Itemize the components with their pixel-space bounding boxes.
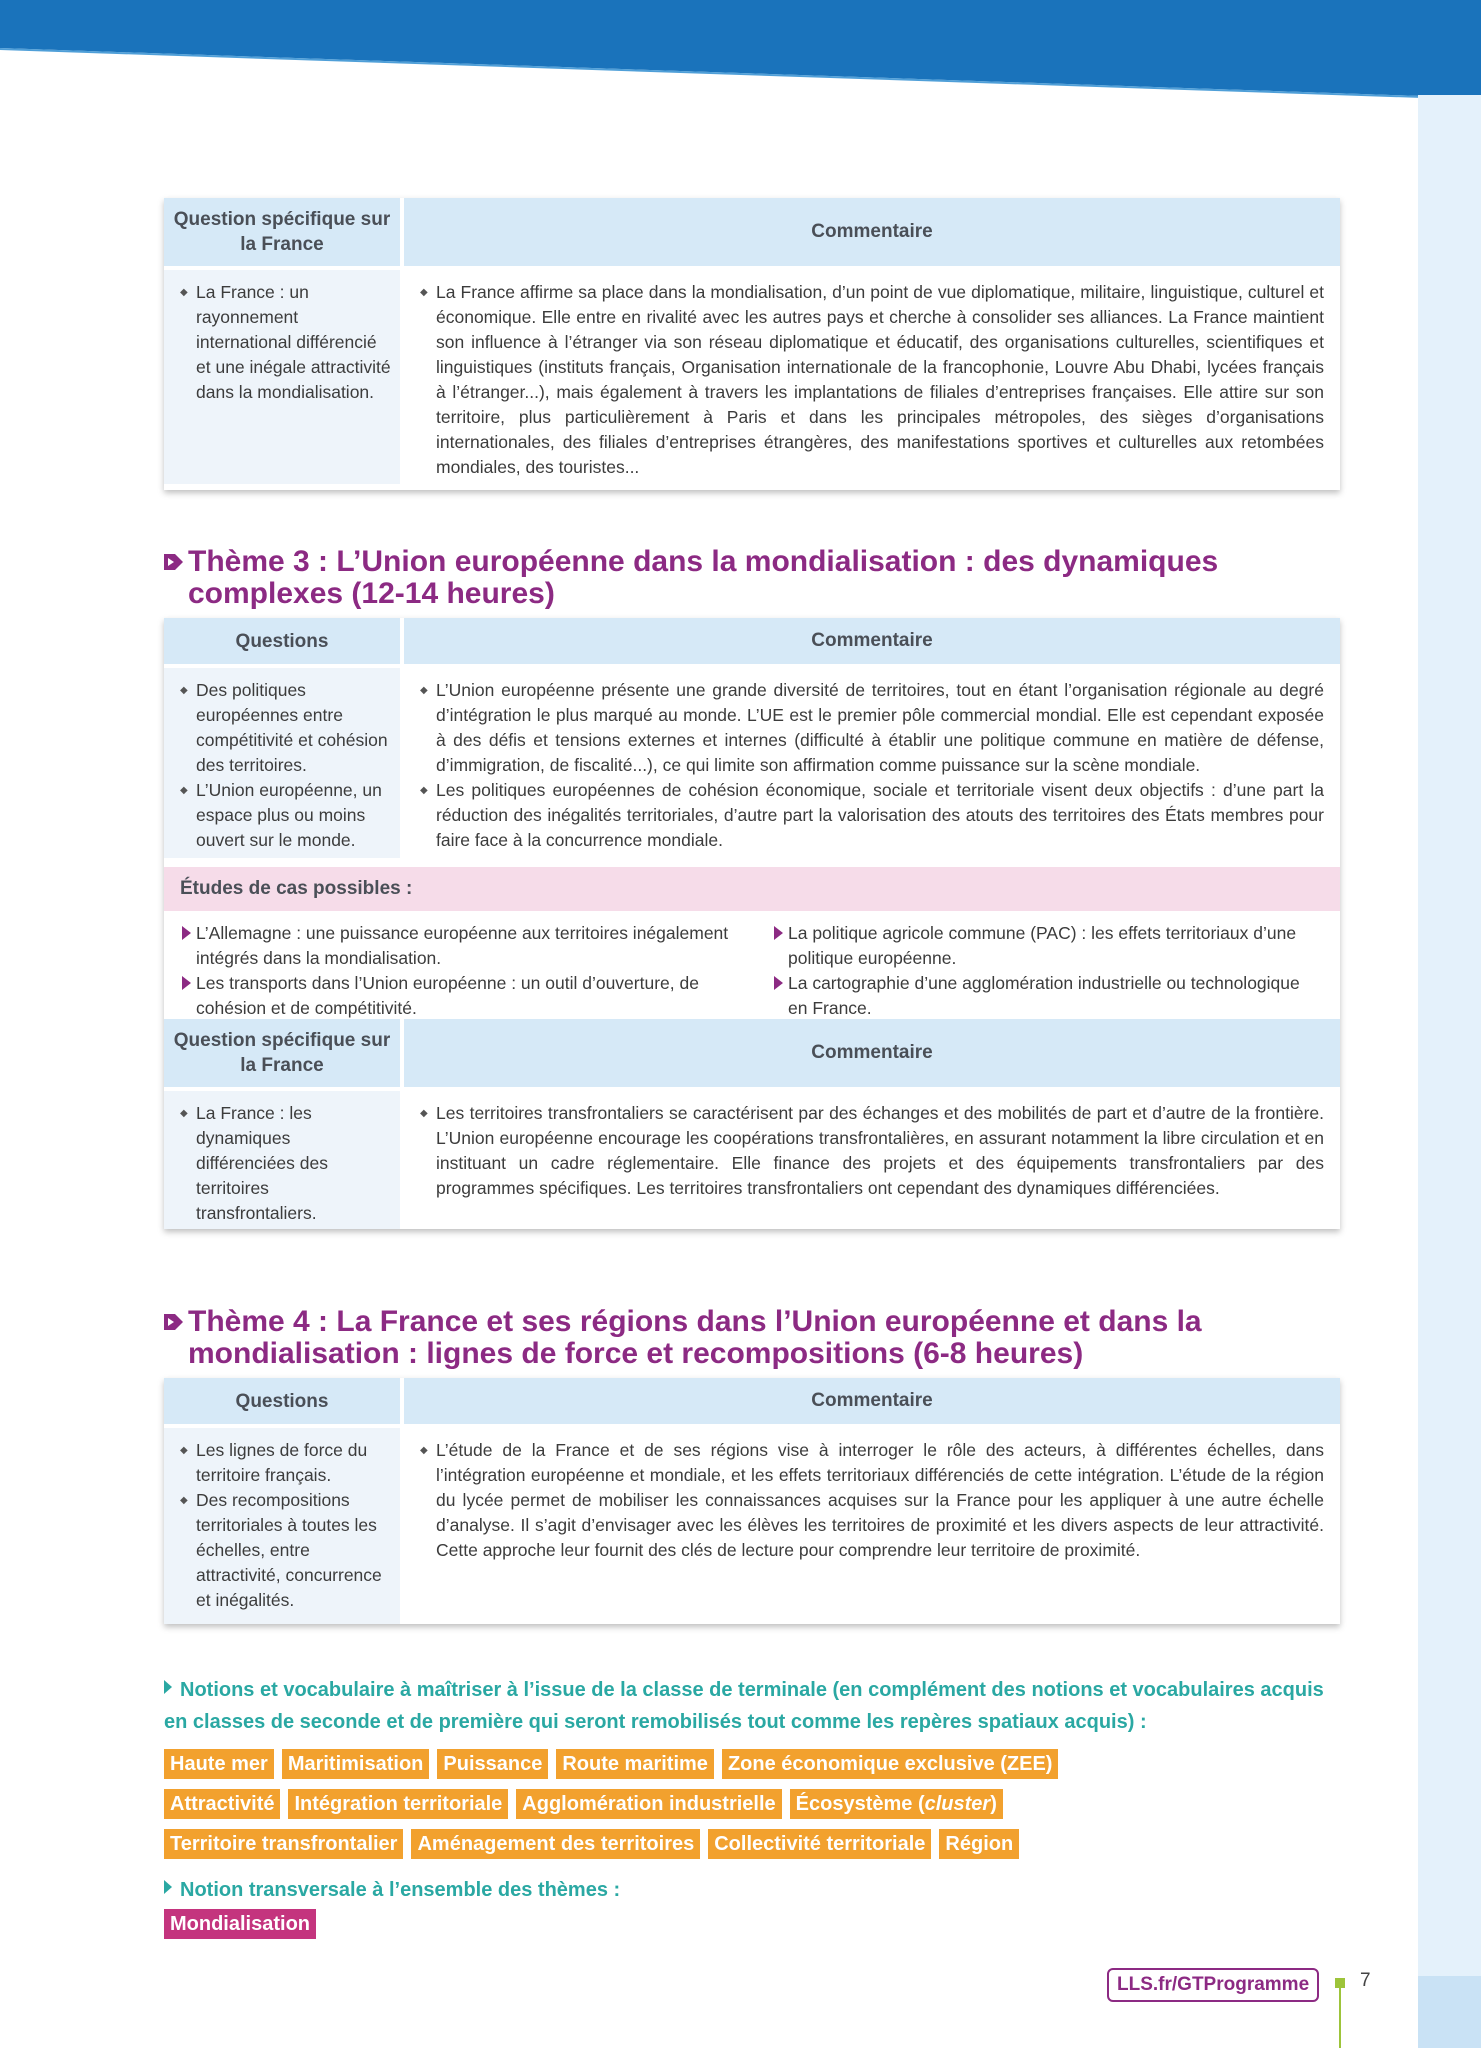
question-france-cell	[164, 1091, 400, 1229]
question-cell	[164, 270, 400, 484]
transversal-heading	[164, 1874, 1344, 1906]
ecosysteme-prefix: Écosystème (	[795, 1793, 925, 1815]
commentaire-item: ◆ Les territoires transfrontaliers se caractérisent par des échanges et des mobilités de part et d’autre de la frontière. L’Union européenne encourage les coopérations transfrontalières, en assurant notamment la libre circulation et en instituant un cadre réglementaire. Elle finance des projets et des équipements transfrontaliers par des programmes spécifiques. Les territoires transfrontaliers ont cependant des dynamiques différenciées.	[420, 1101, 1324, 1201]
etude-item: La cartographie d’une agglomération industrielle ou technologique en France.	[772, 971, 1324, 1021]
ecosysteme-suffix: )	[990, 1793, 997, 1815]
notion-tag: Collectivité territoriale	[708, 1829, 931, 1859]
side-strip-bottom	[1418, 1976, 1481, 2048]
footer-line	[1339, 1988, 1341, 2048]
teal-arrow-icon	[164, 1880, 172, 1894]
commentaire-item: ◆ Les politiques européennes de cohésion économique, sociale et territoriale visent deux objectifs : d’une part la réduction des inégalités territoriales, d’autre part la valorisation des atouts des territoires des États membres pour faire face à la concurrence mondiale.	[420, 778, 1324, 853]
theme4-title-text: Thème 4 : La France et ses régions dans l’Union européenne et dans la mondialisation : lignes de force et recompositions (6-8 heures)	[188, 1305, 1202, 1370]
question-item: ◆ La France : les dynamiques différenciées des territoires transfrontaliers.	[180, 1101, 392, 1226]
notions-heading-text: Notions et vocabulaire à maîtriser à l’issue de la classe de terminale (en complément des notions et vocabulaires acquis en classes de seconde et de première qui seront remobilisés tout comme les repères spatiaux acquis) :	[164, 1679, 1324, 1733]
transversal-heading-text: Notion transversale à l’ensemble des thèmes :	[180, 1879, 621, 1901]
question-item: ◆ Des recompositions territoriales à toutes les échelles, entre attractivité, concurrence et inégalités.	[180, 1488, 392, 1613]
notions-tags-row-1	[164, 1749, 1058, 1779]
commentaire-item: ◆ L’étude de la France et de ses régions vise à interroger le rôle des acteurs, à différentes échelles, dans l’intégration européenne et mondiale, et les effets territoriaux différenciés de cette intégration. L’étude de la région du lycée permet de mobiliser les connaissances acquises sur la France pour les appliquer à une autre échelle d’analyse. Il s’agit d’envisager avec les élèves les territoires de proximité et les divers aspects de leur attractivité. Cette approche leur fournit des clés de lecture pour comprendre leur territoire de proximité.	[420, 1438, 1324, 1563]
table-theme4	[164, 1378, 1340, 1624]
theme3-title	[164, 546, 1344, 610]
footer-link[interactable]: LLS.fr/GTProgramme	[1107, 1968, 1319, 2002]
question-item: ◆ Les lignes de force du territoire français.	[180, 1438, 392, 1488]
notion-tag: Haute mer	[164, 1749, 274, 1779]
commentaire-cell	[404, 1091, 1340, 1229]
theme4-title	[164, 1306, 1344, 1370]
notion-tag: Intégration territoriale	[288, 1789, 508, 1819]
questions-header: Questions	[164, 618, 400, 664]
notion-tag: Agglomération industrielle	[516, 1789, 781, 1819]
page-number: 7	[1360, 1970, 1371, 1991]
header-band	[0, 0, 1481, 150]
transversal-tags-row	[164, 1909, 316, 1939]
etudes-col-left	[180, 921, 772, 1018]
questions-header: Questions	[164, 1378, 400, 1424]
etudes-de-cas-body	[164, 911, 1340, 1019]
questions-cell	[164, 1428, 400, 1624]
notion-tag: Région	[939, 1829, 1019, 1859]
etude-item: Les transports dans l’Union européenne : un outil d’ouverture, de cohésion et de compétitivité.	[180, 971, 732, 1021]
etudes-col-right	[772, 921, 1324, 1018]
theme-arrow-icon	[164, 1312, 184, 1332]
commentaire-cell	[404, 668, 1340, 863]
commentaire-cell	[404, 1428, 1340, 1624]
notion-tag: Territoire transfrontalier	[164, 1829, 403, 1859]
commentaire-item: ◆ La France affirme sa place dans la mondialisation, d’un point de vue diplomatique, militaire, linguistique, culturel et économique. Elle entre en rivalité avec les autres pays et cherche à consolider ses alliances. La France maintient son influence à l’étranger via son réseau diplomatique et éducatif, des organisations culturelles, scientifiques et linguistiques (instituts français, Organisation internationale de la francophonie, Louvre Abu Dhabi, lycées français à l’étranger...), mais également à travers les implantations de filiales d’entreprises françaises. Elle attire sur son territoire, plus particulièrement à Paris et dans les principales métropoles, des sièges d’organisations internationales, des filiales d’entreprises étrangères, des manifestations sportives et culturelles aux retombées mondiales, des touristes...	[420, 280, 1324, 480]
notion-tag-ecosysteme	[790, 1789, 1003, 1819]
theme-arrow-icon	[164, 552, 184, 572]
commentaire-cell	[404, 270, 1340, 490]
notions-tags-row-2	[164, 1789, 1003, 1819]
question-header: Question spécifique sur la France	[164, 198, 400, 266]
notion-tag: Aménagement des territoires	[411, 1829, 700, 1859]
notions-heading	[164, 1674, 1344, 1738]
etudes-de-cas-header: Études de cas possibles :	[164, 867, 1340, 911]
side-strip	[1418, 95, 1481, 2048]
commentaire-header: Commentaire	[404, 198, 1340, 266]
notion-tag: Maritimisation	[282, 1749, 430, 1779]
notion-tag: Zone économique exclusive (ZEE)	[722, 1749, 1059, 1779]
footer-mark	[1335, 1978, 1345, 1988]
question-item: ◆ La France : un rayonnement international différencié et une inégale attractivité dans la mondialisation.	[180, 280, 392, 405]
transversal-tag: Mondialisation	[164, 1909, 316, 1939]
teal-arrow-icon	[164, 1680, 172, 1694]
questions-cell	[164, 668, 400, 858]
commentaire-header: Commentaire	[404, 1378, 1340, 1424]
table-theme3	[164, 618, 1340, 1229]
etude-item: L’Allemagne : une puissance européenne aux territoires inégalement intégrés dans la mondialisation.	[180, 921, 732, 971]
question-france-header: Question spécifique sur la France	[164, 1019, 400, 1087]
theme3-title-text: Thème 3 : L’Union européenne dans la mondialisation : des dynamiques complexes (12-14 heures)	[188, 545, 1219, 610]
ecosysteme-italic: cluster	[924, 1793, 991, 1815]
question-item: ◆ L’Union européenne, un espace plus ou moins ouvert sur le monde.	[180, 778, 392, 853]
question-item: ◆ Des politiques européennes entre compétitivité et cohésion des territoires.	[180, 678, 392, 778]
notions-tags-row-3	[164, 1829, 1019, 1859]
etude-item: La politique agricole commune (PAC) : les effets territoriaux d’une politique européenne.	[772, 921, 1324, 971]
commentaire-header: Commentaire	[404, 1019, 1340, 1087]
notion-tag: Attractivité	[164, 1789, 280, 1819]
notion-tag: Route maritime	[556, 1749, 714, 1779]
table-france-rayonnement	[164, 198, 1340, 490]
commentaire-header: Commentaire	[404, 618, 1340, 664]
commentaire-item: ◆ L’Union européenne présente une grande diversité de territoires, tout en étant l’organisation régionale au degré d’intégration le plus marqué au monde. L’UE est le premier pôle commercial mondial. Elle est cependant exposée à des défis et tensions externes et internes (difficulté à établir une politique commune en matière de défense, d’immigration, de fiscalité...), ce qui limite son affirmation comme puissance sur la scène mondiale.	[420, 678, 1324, 778]
notion-tag: Puissance	[437, 1749, 548, 1779]
